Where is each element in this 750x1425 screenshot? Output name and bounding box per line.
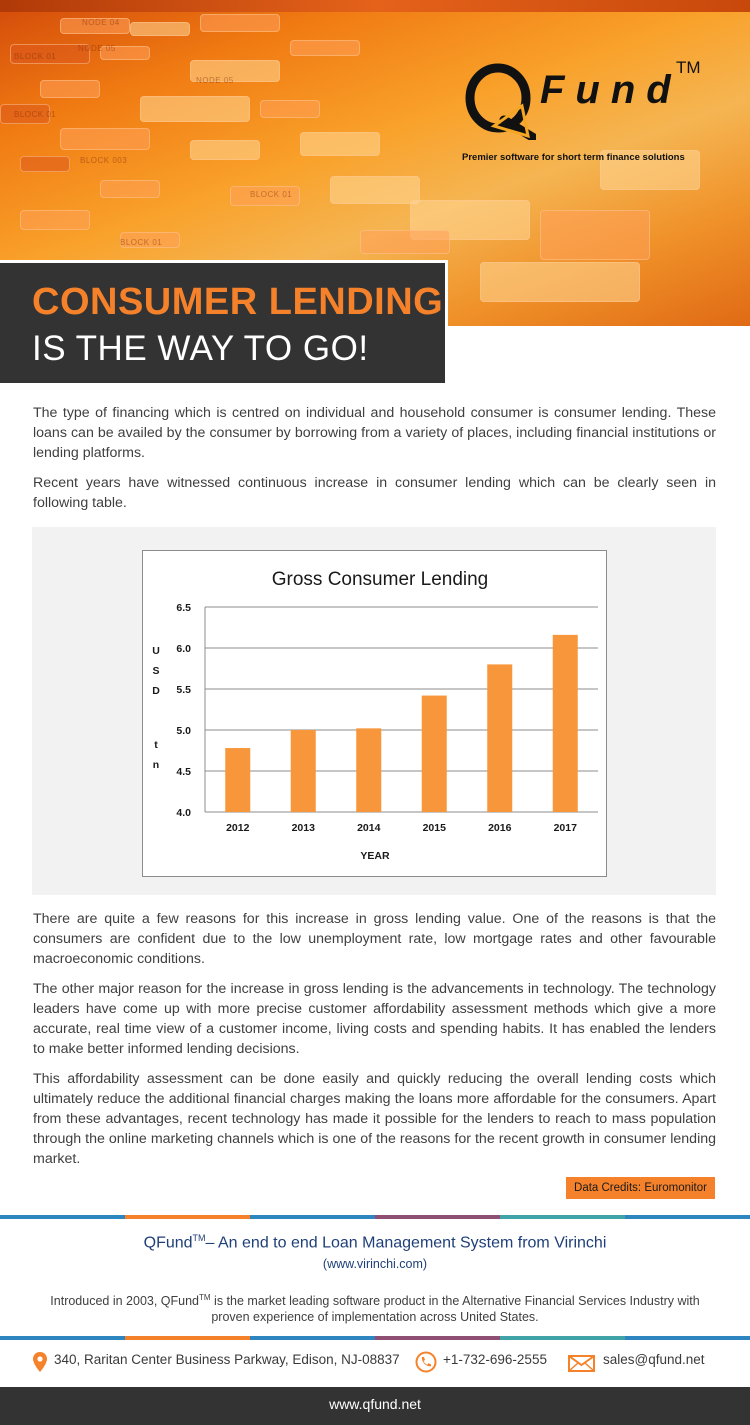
footer-title: QFund™– An end to end Loan Management System from Virinchi xyxy=(143,1233,607,1252)
body-paragraph-3: This affordability assessment can be done easily and quickly reducing the overall lending costs which ultimately reduce the additional financial charges making the loans more affordable for the consumers. Apart from these advantages, recent technology has made it possible for the lenders to reach to mass population through the online marketing channels which is one of the reasons for the recent growth in consumer lending market. xyxy=(33,1071,716,1167)
banner-tile xyxy=(200,14,280,32)
qfund-logo xyxy=(462,52,702,172)
banner-tile xyxy=(190,140,260,160)
phone-icon xyxy=(415,1351,437,1373)
banner-tile xyxy=(540,210,650,260)
x-tick-label: 2015 xyxy=(422,822,446,834)
banner-tile xyxy=(60,128,150,150)
logo-wordmark: Fund xyxy=(540,68,682,112)
intro-paragraph-1: The type of financing which is centred on individual and household consumer is consumer lending. These loans can be availed by the consumer by borrowing from a variety of places, including financial institutions or lending platforms. xyxy=(33,405,716,461)
y-axis-label-char: U xyxy=(152,645,160,657)
chart-bar xyxy=(422,696,447,812)
y-axis-label-char: n xyxy=(152,759,160,771)
y-axis-label-char: t xyxy=(154,739,158,751)
gross-consumer-lending-chart xyxy=(32,527,716,895)
x-tick-label: 2014 xyxy=(357,822,381,834)
logo-tagline: Premier software for short term finance solutions xyxy=(462,152,685,163)
logo-trademark: TM xyxy=(676,58,701,77)
banner-block-label: BLOCK 01 xyxy=(120,238,163,247)
banner-tile xyxy=(300,132,380,156)
banner-block-label: BLOCK 01 xyxy=(250,190,293,199)
body-paragraph-2: The other major reason for the increase in gross lending is the advancements in technology. The technology leaders have come up with more precise customer affordability assessment methods which give a more accurate, real time view of a customer income, living costs and spending habits. It has enabled the lenders to make better informed lending decisions. xyxy=(33,981,716,1057)
location-pin-icon xyxy=(33,1352,47,1372)
body-paragraph-1: There are quite a few reasons for this increase in gross lending value. One of the reasons is that the consumers are confident due to the low unemployment rate, low mortgage rates and other favourable macroeconomic conditions. xyxy=(33,911,716,967)
chart-bar xyxy=(356,728,381,812)
banner-tile xyxy=(480,262,640,302)
banner-block-label: NODE 04 xyxy=(82,18,120,27)
banner-block-label: BLOCK 01 xyxy=(14,110,57,119)
q-logo-icon xyxy=(464,60,536,140)
banner-block-label: NODE 05 xyxy=(78,44,116,53)
x-tick-label: 2016 xyxy=(488,822,512,834)
banner-block-label: BLOCK 003 xyxy=(80,156,128,165)
y-tick-label: 6.5 xyxy=(176,602,191,614)
banner-tile xyxy=(260,100,320,118)
banner-tile xyxy=(100,180,160,198)
banner-tile xyxy=(130,22,190,36)
banner-tile xyxy=(140,96,250,122)
banner-tile xyxy=(40,80,100,98)
footer-color-bar-top xyxy=(0,1215,750,1219)
x-axis-label: YEAR xyxy=(360,850,390,862)
footer-website-bar xyxy=(0,1387,750,1425)
footer-description: Introduced in 2003, QFund™ is the market leading software product in the Alternative Financial Services Industry with proven experience of implementation across United States. xyxy=(50,1293,700,1325)
y-tick-label: 6.0 xyxy=(176,643,191,655)
title-box xyxy=(0,260,448,386)
banner-block-label: BLOCK 01 xyxy=(14,52,57,61)
x-tick-label: 2012 xyxy=(226,822,250,834)
y-tick-label: 4.5 xyxy=(176,766,191,778)
footer-virinchi-link[interactable]: (www.virinchi.com) xyxy=(322,1257,428,1271)
page-title-line2: IS THE WAY TO GO! xyxy=(32,329,369,368)
chart-bar xyxy=(553,635,578,812)
footer-email[interactable]: sales@qfund.net xyxy=(603,1352,705,1367)
y-tick-label: 5.5 xyxy=(176,684,191,696)
footer-website-link[interactable]: www.qfund.net xyxy=(329,1396,421,1412)
banner-block-label: NODE 05 xyxy=(196,76,234,85)
chart-bar xyxy=(291,730,316,812)
page-title-line1: CONSUMER LENDING xyxy=(32,281,444,323)
banner-tile xyxy=(360,230,450,254)
banner-tile xyxy=(20,156,70,172)
footer-color-bar-bottom xyxy=(0,1336,750,1340)
chart-panel xyxy=(32,527,716,895)
data-credits-badge: Data Credits: Euromonitor xyxy=(566,1177,715,1199)
y-tick-label: 5.0 xyxy=(176,725,191,737)
chart-bar xyxy=(487,664,512,812)
banner-tile xyxy=(290,40,360,56)
footer-phone[interactable]: +1-732-696-2555 xyxy=(443,1352,547,1367)
banner-tile xyxy=(330,176,420,204)
chart-title: Gross Consumer Lending xyxy=(271,569,489,590)
intro-paragraph-2: Recent years have witnessed continuous increase in consumer lending which can be clearly seen in following table. xyxy=(33,475,716,511)
y-tick-label: 4.0 xyxy=(176,807,191,819)
y-axis-label-char: S xyxy=(152,665,160,677)
footer-address: 340, Raritan Center Business Parkway, Edison, NJ-08837 xyxy=(54,1352,400,1367)
x-tick-label: 2017 xyxy=(553,822,577,834)
x-tick-label: 2013 xyxy=(291,822,315,834)
chart-bar xyxy=(225,748,250,812)
y-axis-label-char: D xyxy=(152,685,160,697)
email-envelope-icon xyxy=(568,1355,595,1372)
banner-tile xyxy=(20,210,90,230)
banner-top-strip xyxy=(0,0,750,12)
banner-white-edge xyxy=(445,326,750,340)
